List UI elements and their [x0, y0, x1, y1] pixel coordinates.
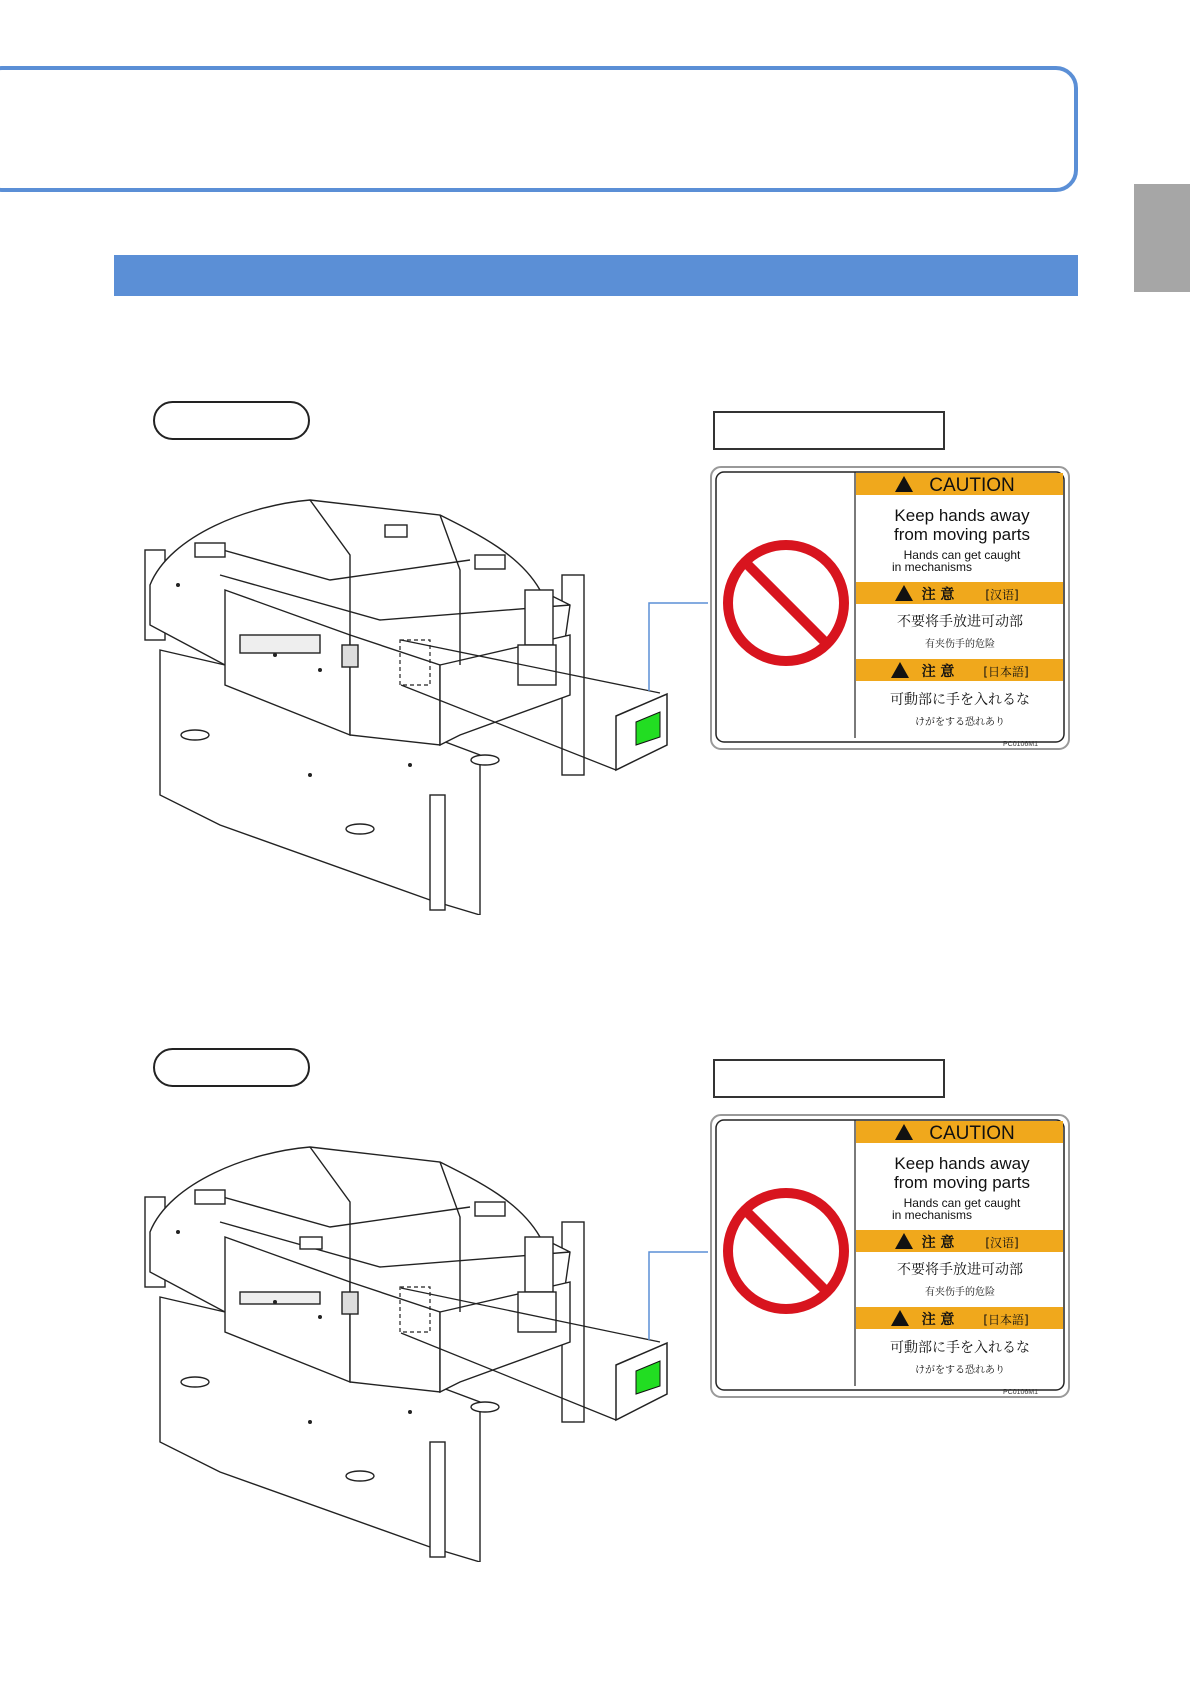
caution-zh-sub: 有夹伤手的危险 [925, 1287, 995, 1298]
caution-label-2 [710, 1114, 1070, 1398]
caution-en-sub2: in mechanisms [892, 560, 973, 574]
caution-ja-sub: けがをする恐れあり [915, 717, 1005, 728]
caution-en-line1: Keep hands away [894, 506, 1030, 525]
caution-zh-main: 不要将手放进可动部 [897, 1262, 1023, 1278]
caution-ja-tag: [日本語] [983, 1313, 1029, 1327]
caution-zh-head: 注 意 [921, 1235, 955, 1251]
label-name-box-2 [713, 1059, 945, 1098]
caution-en-sub1: Hands can get caught [903, 1196, 1021, 1210]
machine-illustration-2 [130, 1142, 670, 1562]
caution-en-line2: from moving parts [893, 1173, 1031, 1192]
caution-en-sub2: in mechanisms [892, 1208, 973, 1222]
caution-zh-head: 注 意 [921, 587, 955, 603]
caution-code: PC0106M1 [1002, 1389, 1038, 1396]
caution-ja-main: 可動部に手を入れるな [890, 692, 1030, 708]
caution-ja-main: 可動部に手を入れるな [890, 1340, 1030, 1356]
caution-zh-tag: [汉语] [985, 588, 1019, 602]
chapter-header-box [0, 66, 1078, 192]
caution-ja-sub: けがをする恐れあり [915, 1365, 1005, 1376]
caution-label-1 [710, 466, 1070, 750]
caution-ja-head: 注 意 [921, 664, 955, 680]
section-heading-bar [114, 255, 1078, 296]
chapter-side-tab [1134, 184, 1190, 292]
caution-zh-sub: 有夹伤手的危险 [925, 639, 995, 650]
caution-zh-tag: [汉语] [985, 1236, 1019, 1250]
caution-en-sub1: Hands can get caught [903, 548, 1021, 562]
caution-ja-head: 注 意 [921, 1312, 955, 1328]
caution-ja-tag: [日本語] [983, 665, 1029, 679]
caution-title: CAUTION [929, 1123, 1015, 1144]
caution-en-line1: Keep hands away [894, 1154, 1030, 1173]
caution-en-line2: from moving parts [893, 525, 1031, 544]
label-name-box-1 [713, 411, 945, 450]
caution-zh-main: 不要将手放进可动部 [897, 614, 1023, 630]
machine-illustration-1 [130, 495, 670, 915]
caution-title: CAUTION [929, 475, 1015, 496]
view-pill-2 [153, 1048, 310, 1087]
view-pill-1 [153, 401, 310, 440]
caution-code: PC0106M1 [1002, 741, 1038, 748]
